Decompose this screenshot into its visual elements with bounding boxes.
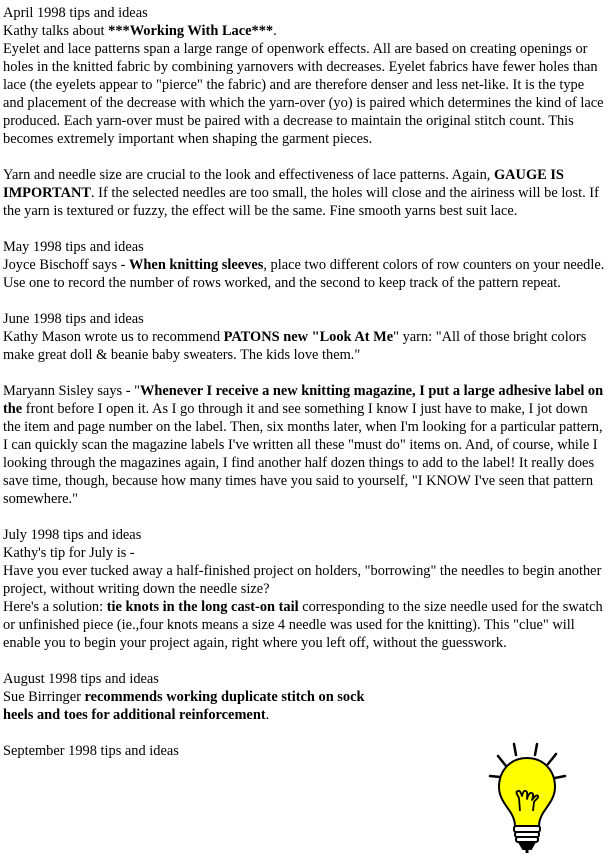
may-paragraph: [3, 256, 606, 292]
may-rest: , place two different colors of row counters on your needle. Use one to record the number of rows worked, and the second to keep track of the pattern repeat.: [3, 257, 605, 291]
august-rest: .: [265, 707, 270, 723]
april-heading: April 1998 tips and ideas: [3, 5, 148, 21]
june-sisley-emphasis: Whenever I receive a new knitting magazine, I put a large adhesive label on the: [3, 383, 604, 417]
july-emphasis: tie knots in the long cast-on tail: [106, 599, 299, 615]
june-patons-emphasis: PATONS new "Look At Me: [223, 329, 394, 345]
april-intro-end: .: [273, 23, 277, 39]
august-heading: August 1998 tips and ideas: [3, 671, 159, 687]
april-paragraph-lace: Eyelet and lace patterns span a large range of openwork effects. All are based on creating openings or holes in the knitted fabric by combining yarnovers with decreases. Eyelet fabrics have fewer holes than lace (the eyelets appear to "pierce" the fabric) and are therefore denser and less net-like. It is the type and placement of the decrease with which the yarn-over (yo) is paired which determines the kind of lace produced. Each yarn-over must be paired with a decrease to maintain the original stitch count. This becomes extremely important when shaping the garment pieces.: [3, 41, 604, 147]
april-p2-text: Yarn and needle size are crucial to the look and effectiveness of lace patterns. Again,: [3, 167, 494, 183]
april-gauge-emphasis: GAUGE IS IMPORTANT: [3, 167, 564, 201]
april-topic: ***Working With Lace***: [108, 23, 274, 39]
july-heading: July 1998 tips and ideas: [3, 527, 142, 543]
july-question: Have you ever tucked away a half-finished project on holders, "borrowing" the needles to begin another project, without writing down the needle size?: [3, 563, 602, 597]
april-intro-text: Kathy talks about: [3, 23, 109, 39]
july-rest: corresponding to the size needle used for the swatch or unfinished piece (ie.,four knots means a size 4 needle was used for the knitting). This "clue" will enable you to begin your project again, right where you left off, without the guesswork.: [3, 599, 603, 651]
lightbulb-icon: [487, 742, 567, 856]
august-paragraph: [3, 688, 606, 724]
may-heading: May 1998 tips and ideas: [3, 239, 144, 255]
tips-page: [3, 4, 606, 760]
september-heading: September 1998 tips and ideas: [3, 743, 179, 759]
june-section: [3, 310, 606, 508]
august-emphasis-line2: heels and toes for additional reinforcement: [3, 707, 266, 723]
june-p1-text: Kathy Mason wrote us to recommend: [3, 329, 224, 345]
june-paragraph-patons: [3, 328, 606, 364]
april-section: [3, 4, 606, 220]
june-heading: June 1998 tips and ideas: [3, 311, 144, 327]
august-emphasis-line1: recommends working duplicate stitch on sock: [84, 689, 365, 705]
may-text: Joyce Bischoff says -: [3, 257, 130, 273]
june-paragraph-sisley: [3, 382, 606, 508]
april-paragraph-gauge: [3, 166, 606, 220]
april-intro: [3, 22, 606, 40]
may-section: [3, 238, 606, 292]
bulb-base: [514, 826, 540, 849]
may-emphasis: When knitting sleeves: [129, 257, 264, 273]
august-text: Sue Birringer: [3, 689, 85, 705]
june-p2-rest: front before I open it. As I go through it and see something I know I just have to make, I jot down the item and page number on the label. Then, six months later, when I'm looking for a particular pattern, I can quickly scan the magazine labels I've written all these "must do" items on. And, of course, while I looking through the magazines again, I find another half dozen things to add to the label! It really does save time, though, because how many times have you said to yourself, "I KNOW I've seen that pattern somewhere.": [3, 401, 603, 507]
july-text: Here's a solution:: [3, 599, 107, 615]
july-section: [3, 526, 606, 652]
june-p2-text: Maryann Sisley says - ": [3, 383, 140, 399]
july-intro: Kathy's tip for July is -: [3, 545, 135, 561]
june-p1-rest: " yarn: "All of those bright colors make great doll & beanie baby sweaters. The kids love them.": [3, 329, 587, 363]
august-section: [3, 670, 606, 724]
april-p2-rest: . If the selected needles are too small, the holes will close and the airiness will be lost. If the yarn is textured or fuzzy, the effect will be the same. Fine smooth yarns best suit lace.: [3, 185, 599, 219]
july-solution: [3, 598, 606, 652]
